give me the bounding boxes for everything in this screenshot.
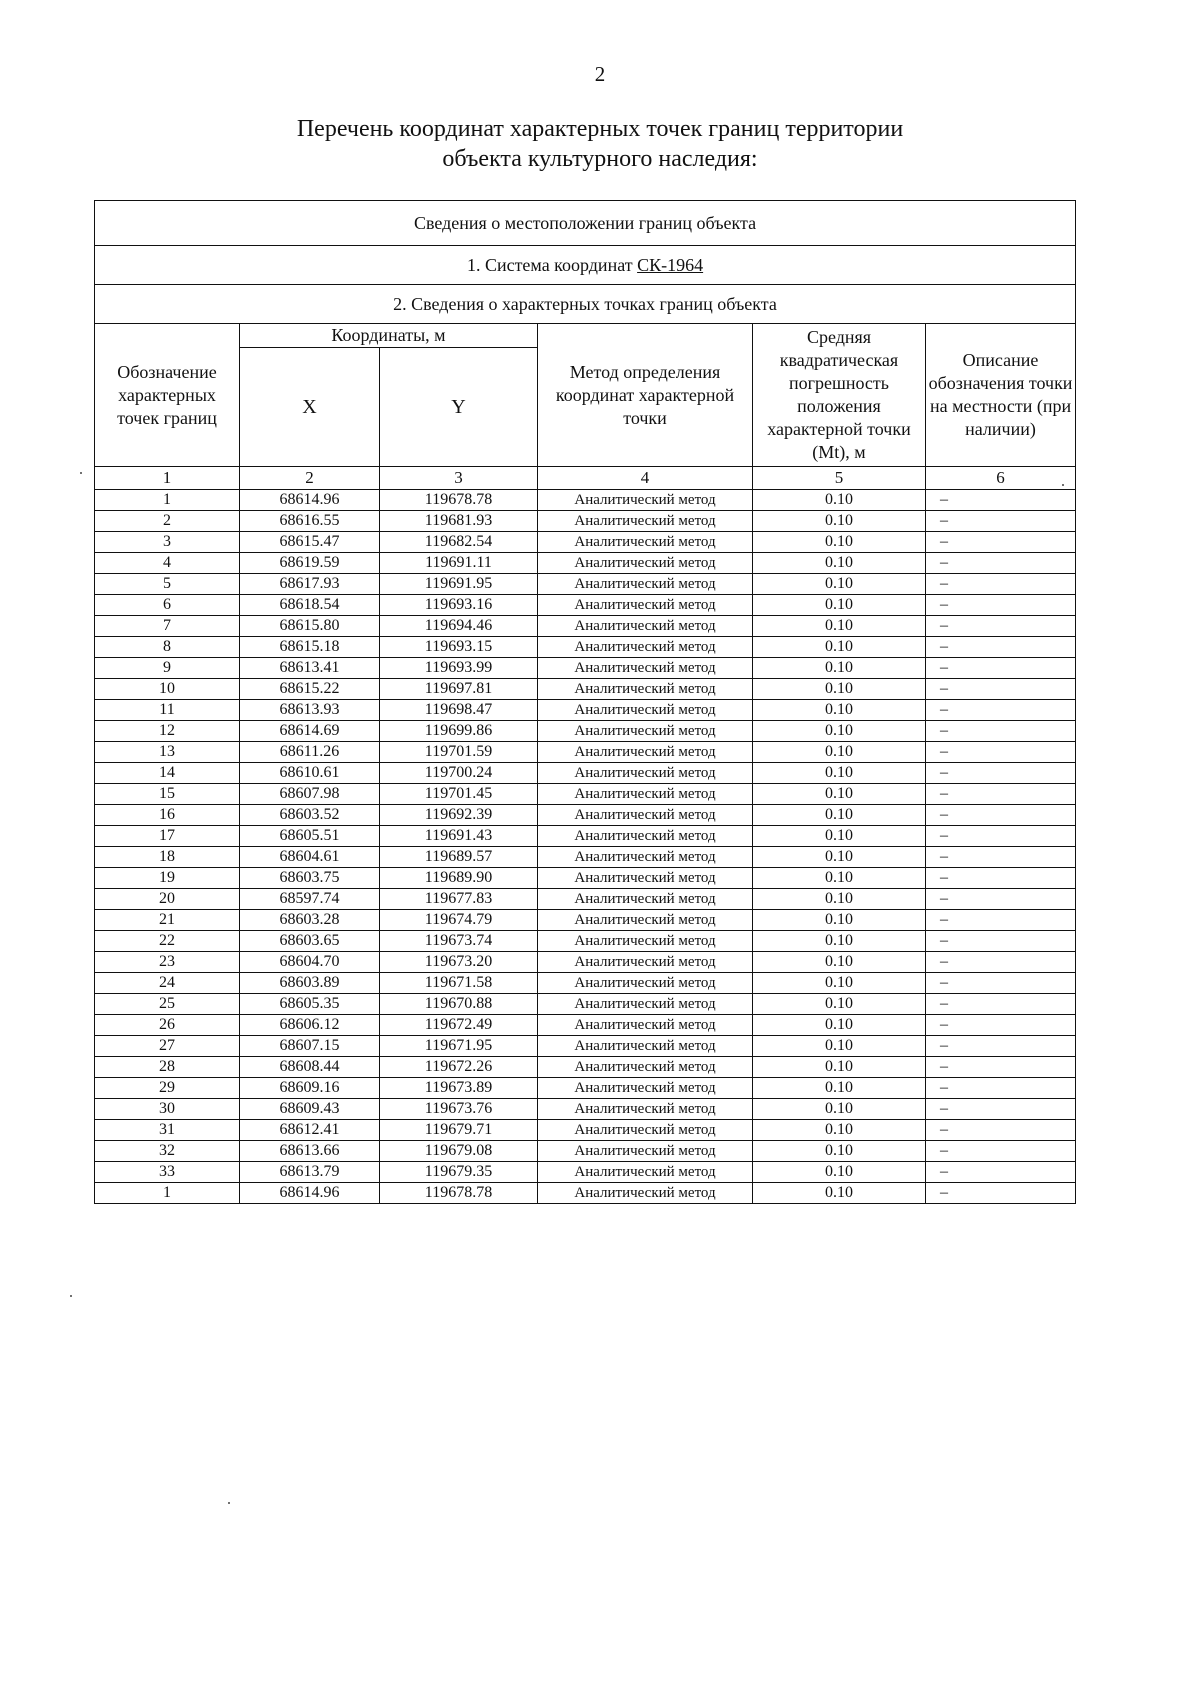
x-value: 68597.74 [240, 889, 380, 910]
scan-speck [80, 472, 82, 474]
document-title [0, 114, 1200, 174]
x-value: 68603.28 [240, 910, 380, 931]
x-value: 68617.93 [240, 574, 380, 595]
header-description: Описание обозначения точки на местности (при наличии) [926, 324, 1076, 467]
error-value: 0.10 [753, 595, 926, 616]
point-number: 12 [95, 721, 240, 742]
note: – [926, 595, 1076, 616]
points-section-title: 2. Сведения о характерных точках границ объекта [95, 285, 1076, 324]
error-value: 0.10 [753, 532, 926, 553]
x-value: 68612.41 [240, 1120, 380, 1141]
column-number: 6 [926, 467, 1076, 490]
column-number-row [95, 467, 1076, 490]
point-number: 10 [95, 679, 240, 700]
method: Аналитический метод [538, 490, 753, 511]
table-row [95, 616, 1076, 637]
note: – [926, 553, 1076, 574]
column-number: 1 [95, 467, 240, 490]
point-number: 21 [95, 910, 240, 931]
method: Аналитический метод [538, 637, 753, 658]
point-number: 1 [95, 490, 240, 511]
point-number: 1 [95, 1183, 240, 1204]
table-row [95, 889, 1076, 910]
y-value: 119699.86 [380, 721, 538, 742]
note: – [926, 784, 1076, 805]
table-row [95, 1078, 1076, 1099]
table-row [95, 490, 1076, 511]
point-number: 11 [95, 700, 240, 721]
method: Аналитический метод [538, 1120, 753, 1141]
note: – [926, 889, 1076, 910]
error-value: 0.10 [753, 700, 926, 721]
note: – [926, 721, 1076, 742]
document-title-line-2: объекта культурного наследия: [442, 146, 758, 172]
note: – [926, 973, 1076, 994]
x-value: 68604.61 [240, 847, 380, 868]
x-value: 68604.70 [240, 952, 380, 973]
table-row [95, 1120, 1076, 1141]
error-value: 0.10 [753, 679, 926, 700]
error-value: 0.10 [753, 637, 926, 658]
x-value: 68603.75 [240, 868, 380, 889]
y-value: 119672.26 [380, 1057, 538, 1078]
y-value: 119679.08 [380, 1141, 538, 1162]
x-value: 68607.98 [240, 784, 380, 805]
x-value: 68615.18 [240, 637, 380, 658]
method: Аналитический метод [538, 805, 753, 826]
method: Аналитический метод [538, 952, 753, 973]
table-row [95, 826, 1076, 847]
error-value: 0.10 [753, 1036, 926, 1057]
note: – [926, 952, 1076, 973]
table-row [95, 700, 1076, 721]
note: – [926, 1036, 1076, 1057]
coordinates-table [94, 200, 1076, 1204]
method: Аналитический метод [538, 658, 753, 679]
method: Аналитический метод [538, 1183, 753, 1204]
x-value: 68608.44 [240, 1057, 380, 1078]
table-row [95, 742, 1076, 763]
y-value: 119698.47 [380, 700, 538, 721]
x-value: 68609.43 [240, 1099, 380, 1120]
x-value: 68613.66 [240, 1141, 380, 1162]
point-number: 31 [95, 1120, 240, 1141]
note: – [926, 1099, 1076, 1120]
point-number: 22 [95, 931, 240, 952]
y-value: 119678.78 [380, 1183, 538, 1204]
point-number: 29 [95, 1078, 240, 1099]
header-coordinates: Координаты, м [240, 324, 538, 348]
y-value: 119671.58 [380, 973, 538, 994]
table-row [95, 658, 1076, 679]
y-value: 119693.16 [380, 595, 538, 616]
note: – [926, 532, 1076, 553]
y-value: 119671.95 [380, 1036, 538, 1057]
document-title-line-1: Перечень координат характерных точек границ территории [296, 116, 904, 142]
point-number: 15 [95, 784, 240, 805]
x-value: 68613.41 [240, 658, 380, 679]
x-value: 68613.93 [240, 700, 380, 721]
section-title: Сведения о местоположении границ объекта [95, 201, 1076, 246]
x-value: 68611.26 [240, 742, 380, 763]
y-value: 119697.81 [380, 679, 538, 700]
point-number: 7 [95, 616, 240, 637]
note: – [926, 994, 1076, 1015]
y-value: 119689.57 [380, 847, 538, 868]
error-value: 0.10 [753, 1141, 926, 1162]
method: Аналитический метод [538, 847, 753, 868]
y-value: 119679.71 [380, 1120, 538, 1141]
error-value: 0.10 [753, 784, 926, 805]
method: Аналитический метод [538, 1057, 753, 1078]
note: – [926, 742, 1076, 763]
y-value: 119693.99 [380, 658, 538, 679]
note: – [926, 826, 1076, 847]
method: Аналитический метод [538, 1015, 753, 1036]
x-value: 68610.61 [240, 763, 380, 784]
header-error: Средняя квадратическая погрешность положения характерной точки (Mt), м [753, 324, 926, 467]
point-number: 30 [95, 1099, 240, 1120]
x-value: 68606.12 [240, 1015, 380, 1036]
x-value: 68609.16 [240, 1078, 380, 1099]
method: Аналитический метод [538, 1141, 753, 1162]
table-row [95, 553, 1076, 574]
method: Аналитический метод [538, 1036, 753, 1057]
table-row [95, 1015, 1076, 1036]
header-designation: Обозначение характерных точек границ [95, 324, 240, 467]
note: – [926, 847, 1076, 868]
header-x: X [240, 348, 380, 467]
note: – [926, 1015, 1076, 1036]
method: Аналитический метод [538, 973, 753, 994]
point-number: 9 [95, 658, 240, 679]
error-value: 0.10 [753, 616, 926, 637]
error-value: 0.10 [753, 931, 926, 952]
note: – [926, 658, 1076, 679]
y-value: 119673.20 [380, 952, 538, 973]
y-value: 119674.79 [380, 910, 538, 931]
x-value: 68613.79 [240, 1162, 380, 1183]
point-number: 16 [95, 805, 240, 826]
error-value: 0.10 [753, 1057, 926, 1078]
table-row [95, 511, 1076, 532]
note: – [926, 1120, 1076, 1141]
method: Аналитический метод [538, 700, 753, 721]
error-value: 0.10 [753, 868, 926, 889]
note: – [926, 763, 1076, 784]
scan-speck [70, 1295, 72, 1297]
error-value: 0.10 [753, 952, 926, 973]
scan-speck [228, 1502, 230, 1504]
method: Аналитический метод [538, 889, 753, 910]
point-number: 2 [95, 511, 240, 532]
x-value: 68603.65 [240, 931, 380, 952]
y-value: 119673.76 [380, 1099, 538, 1120]
method: Аналитический метод [538, 1099, 753, 1120]
point-number: 27 [95, 1036, 240, 1057]
point-number: 33 [95, 1162, 240, 1183]
error-value: 0.10 [753, 1120, 926, 1141]
error-value: 0.10 [753, 721, 926, 742]
note: – [926, 1183, 1076, 1204]
y-value: 119682.54 [380, 532, 538, 553]
table-row [95, 1099, 1076, 1120]
coordinate-system-row [95, 246, 1076, 285]
y-value: 119677.83 [380, 889, 538, 910]
error-value: 0.10 [753, 763, 926, 784]
x-value: 68615.22 [240, 679, 380, 700]
method: Аналитический метод [538, 931, 753, 952]
note: – [926, 616, 1076, 637]
point-number: 26 [95, 1015, 240, 1036]
note: – [926, 805, 1076, 826]
table-row [95, 1057, 1076, 1078]
table-row [95, 994, 1076, 1015]
x-value: 68615.47 [240, 532, 380, 553]
column-number: 3 [380, 467, 538, 490]
point-number: 4 [95, 553, 240, 574]
x-value: 68618.54 [240, 595, 380, 616]
error-value: 0.10 [753, 805, 926, 826]
table-row [95, 1162, 1076, 1183]
method: Аналитический метод [538, 1078, 753, 1099]
method: Аналитический метод [538, 994, 753, 1015]
note: – [926, 700, 1076, 721]
coordinate-system-label: 1. Система координат [466, 254, 638, 275]
method: Аналитический метод [538, 826, 753, 847]
note: – [926, 490, 1076, 511]
error-value: 0.10 [753, 1099, 926, 1120]
note: – [926, 511, 1076, 532]
note: – [926, 910, 1076, 931]
y-value: 119681.93 [380, 511, 538, 532]
point-number: 17 [95, 826, 240, 847]
table-row [95, 910, 1076, 931]
point-number: 20 [95, 889, 240, 910]
x-value: 68614.96 [240, 490, 380, 511]
note: – [926, 679, 1076, 700]
method: Аналитический метод [538, 742, 753, 763]
note: – [926, 1078, 1076, 1099]
table-row [95, 868, 1076, 889]
table-row [95, 1183, 1076, 1204]
y-value: 119678.78 [380, 490, 538, 511]
error-value: 0.10 [753, 553, 926, 574]
point-number: 28 [95, 1057, 240, 1078]
y-value: 119691.95 [380, 574, 538, 595]
point-number: 32 [95, 1141, 240, 1162]
error-value: 0.10 [753, 889, 926, 910]
note: – [926, 1162, 1076, 1183]
x-value: 68619.59 [240, 553, 380, 574]
page-number: 2 [594, 62, 606, 86]
point-number: 14 [95, 763, 240, 784]
error-value: 0.10 [753, 742, 926, 763]
table-row [95, 637, 1076, 658]
note: – [926, 931, 1076, 952]
point-number: 8 [95, 637, 240, 658]
coordinate-system-value: СК-1964 [637, 254, 704, 275]
x-value: 68616.55 [240, 511, 380, 532]
table-row [95, 679, 1076, 700]
note: – [926, 637, 1076, 658]
point-number: 23 [95, 952, 240, 973]
y-value: 119689.90 [380, 868, 538, 889]
x-value: 68614.69 [240, 721, 380, 742]
x-value: 68615.80 [240, 616, 380, 637]
scan-speck [1062, 484, 1064, 486]
method: Аналитический метод [538, 910, 753, 931]
y-value: 119673.74 [380, 931, 538, 952]
note: – [926, 1141, 1076, 1162]
table-row [95, 721, 1076, 742]
note: – [926, 1057, 1076, 1078]
x-value: 68603.52 [240, 805, 380, 826]
table-row [95, 784, 1076, 805]
y-value: 119679.35 [380, 1162, 538, 1183]
x-value: 68605.35 [240, 994, 380, 1015]
method: Аналитический метод [538, 1162, 753, 1183]
y-value: 119691.43 [380, 826, 538, 847]
error-value: 0.10 [753, 910, 926, 931]
error-value: 0.10 [753, 658, 926, 679]
method: Аналитический метод [538, 868, 753, 889]
table-row [95, 1141, 1076, 1162]
error-value: 0.10 [753, 1183, 926, 1204]
error-value: 0.10 [753, 511, 926, 532]
point-number: 18 [95, 847, 240, 868]
y-value: 119672.49 [380, 1015, 538, 1036]
column-number: 4 [538, 467, 753, 490]
error-value: 0.10 [753, 1078, 926, 1099]
note: – [926, 868, 1076, 889]
method: Аналитический метод [538, 595, 753, 616]
error-value: 0.10 [753, 847, 926, 868]
table-row [95, 595, 1076, 616]
error-value: 0.10 [753, 973, 926, 994]
point-number: 6 [95, 595, 240, 616]
table-row [95, 1036, 1076, 1057]
method: Аналитический метод [538, 679, 753, 700]
error-value: 0.10 [753, 1162, 926, 1183]
note: – [926, 574, 1076, 595]
point-number: 25 [95, 994, 240, 1015]
header-y: Y [380, 348, 538, 467]
error-value: 0.10 [753, 826, 926, 847]
y-value: 119701.45 [380, 784, 538, 805]
method: Аналитический метод [538, 721, 753, 742]
y-value: 119673.89 [380, 1078, 538, 1099]
x-value: 68603.89 [240, 973, 380, 994]
point-number: 24 [95, 973, 240, 994]
point-number: 19 [95, 868, 240, 889]
method: Аналитический метод [538, 532, 753, 553]
error-value: 0.10 [753, 994, 926, 1015]
y-value: 119700.24 [380, 763, 538, 784]
y-value: 119694.46 [380, 616, 538, 637]
error-value: 0.10 [753, 490, 926, 511]
table-row [95, 973, 1076, 994]
column-number: 2 [240, 467, 380, 490]
table-row [95, 847, 1076, 868]
table-row [95, 574, 1076, 595]
y-value: 119701.59 [380, 742, 538, 763]
method: Аналитический метод [538, 553, 753, 574]
error-value: 0.10 [753, 574, 926, 595]
x-value: 68605.51 [240, 826, 380, 847]
table-row [95, 805, 1076, 826]
table-row [95, 763, 1076, 784]
y-value: 119691.11 [380, 553, 538, 574]
column-number: 5 [753, 467, 926, 490]
x-value: 68614.96 [240, 1183, 380, 1204]
method: Аналитический метод [538, 616, 753, 637]
table-row [95, 532, 1076, 553]
header-method: Метод определения координат характерной точки [538, 324, 753, 467]
y-value: 119670.88 [380, 994, 538, 1015]
point-number: 5 [95, 574, 240, 595]
table-row [95, 952, 1076, 973]
method: Аналитический метод [538, 574, 753, 595]
y-value: 119692.39 [380, 805, 538, 826]
table-body [95, 490, 1076, 1204]
y-value: 119693.15 [380, 637, 538, 658]
method: Аналитический метод [538, 763, 753, 784]
table-row [95, 931, 1076, 952]
method: Аналитический метод [538, 784, 753, 805]
point-number: 13 [95, 742, 240, 763]
x-value: 68607.15 [240, 1036, 380, 1057]
method: Аналитический метод [538, 511, 753, 532]
point-number: 3 [95, 532, 240, 553]
error-value: 0.10 [753, 1015, 926, 1036]
